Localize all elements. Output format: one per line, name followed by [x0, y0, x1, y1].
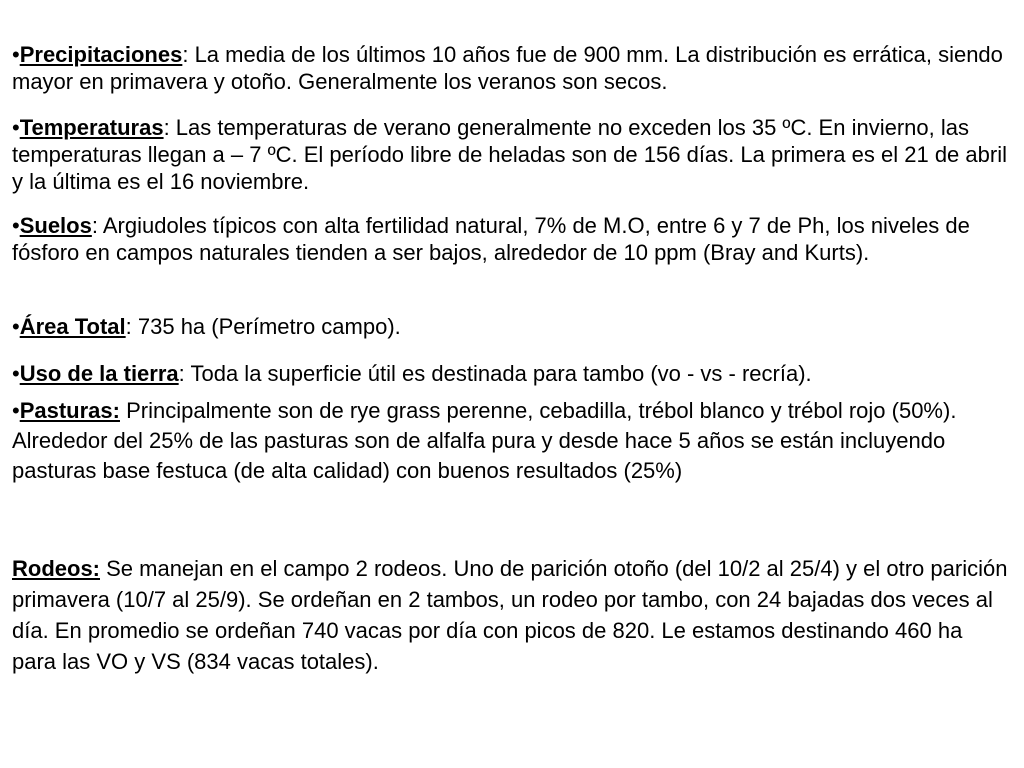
bullet: •	[12, 42, 20, 67]
text-area-total: : 735 ha (Perímetro campo).	[125, 314, 401, 339]
paragraph-rodeos	[12, 553, 1012, 677]
term-area-total: Área Total	[19, 314, 126, 339]
term-temperaturas: Temperaturas	[19, 115, 164, 140]
bullet: •	[12, 115, 20, 140]
bullet: •	[12, 314, 20, 339]
text-pasturas: Principalmente son de rye grass perenne, cebadilla, trébol blanco y trébol rojo (50%). Alrededor del 25% de las pasturas son de alfalfa pura y desde hace 5 años se están incluyendo pasturas base festuca (de alta calidad) con buenos resultados (25%)	[12, 398, 957, 483]
term-uso-tierra: Uso de la tierra	[19, 361, 179, 386]
text-suelos: : Argiudoles típicos con alta fertilidad natural, 7% de M.O, entre 6 y 7 de Ph, los niveles de fósforo en campos naturales tienden a ser bajos, alrededor de 10 ppm (Bray and Kurts).	[12, 213, 970, 265]
term-precipitaciones: Precipitaciones	[19, 42, 183, 67]
paragraph-suelos	[12, 212, 1012, 266]
text-uso-tierra: : Toda la superficie útil es destinada para tambo (vo - vs - recría).	[178, 361, 812, 386]
term-suelos: Suelos	[19, 213, 92, 238]
text-rodeos: Se manejan en el campo 2 rodeos. Uno de parición otoño (del 10/2 al 25/4) y el otro parición primavera (10/7 al 25/9). Se ordeñan en 2 tambos, un rodeo por tambo, con 24 bajadas dos veces al día. En promedio se ordeñan 740 vacas por día con picos de 820. Le estamos destinando 460 ha para las VO y VS (834 vacas totales).	[12, 556, 1008, 674]
paragraph-uso-tierra	[12, 360, 1012, 387]
bullet: •	[12, 213, 20, 238]
paragraph-temperaturas	[12, 114, 1012, 195]
bullet: •	[12, 361, 20, 386]
paragraph-pasturas	[12, 396, 1012, 486]
bullet: •	[12, 398, 20, 423]
paragraph-precipitaciones	[12, 41, 1012, 95]
text-precipitaciones: : La media de los últimos 10 años fue de 900 mm. La distribución es errática, siendo mayor en primavera y otoño. Generalmente los veranos son secos.	[12, 42, 1003, 94]
text-temperaturas: : Las temperaturas de verano generalmente no exceden los 35 ºC. En invierno, las temperaturas llegan a – 7 ºC. El período libre de heladas son de 156 días. La primera es el 21 de abril y la última es el 16 noviembre.	[12, 115, 1007, 194]
term-pasturas: Pasturas:	[19, 398, 120, 423]
term-rodeos: Rodeos:	[12, 556, 100, 581]
paragraph-area-total	[12, 313, 1012, 340]
